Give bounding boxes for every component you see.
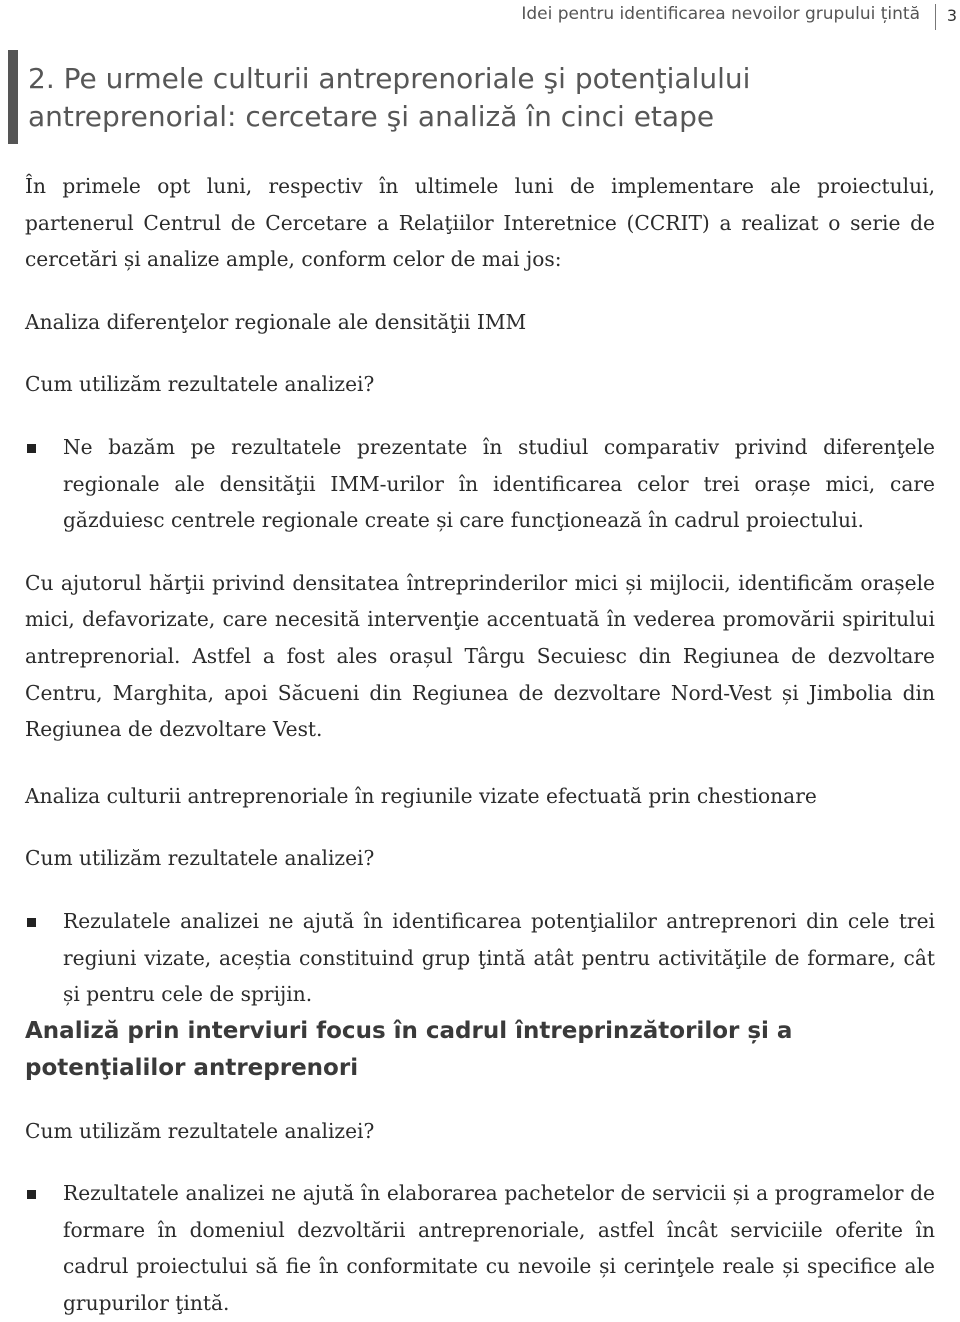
part2-bullet-text: Rezulatele analizei ne ajută în identificarea potenţialilor antreprenori din cele trei regiuni vizate, aceștia constituind grup ţintă atât pentru activităţile de formare, cât și pentru cele de sprijin. bbox=[63, 908, 935, 1007]
part1-paragraph: Cu ajutorul hărţii privind densitatea întreprinderilor mici și mijlocii, identificăm orașele mici, defavorizate, care necesită intervenţie accentuată în vederea promovării spiritului antreprenorial. Astfel a fost ales orașul Târgu Secuiesc din Regiunea de dezvoltare Centru, Marghita, apoi Săcueni din Regiunea de dezvoltare Nord-Vest și Jimbolia din Regiunea de dezvoltare Vest. bbox=[25, 570, 935, 742]
part3-title: Analiză prin interviuri focus în cadrul întreprinzătorilor și a potenţialilor antreprenori bbox=[25, 1017, 793, 1081]
list-item bbox=[25, 903, 935, 1013]
section-marker-bar bbox=[8, 50, 18, 144]
part2-title: Analiza culturii antreprenoriale în regiunile vizate efectuată prin chestionare bbox=[25, 783, 817, 808]
page-number: 3 bbox=[946, 6, 957, 25]
part3-question: Cum utilizăm rezultatele analizei? bbox=[25, 1118, 375, 1143]
list-item bbox=[25, 429, 935, 539]
part1-title: Analiza diferenţelor regionale ale densităţii IMM bbox=[25, 309, 527, 334]
part2-bullet-list bbox=[25, 903, 935, 1013]
part1-question: Cum utilizăm rezultatele analizei? bbox=[25, 372, 375, 397]
list-item bbox=[25, 1175, 935, 1321]
document-body bbox=[25, 168, 935, 1322]
part2-question: Cum utilizăm rezultatele analizei? bbox=[25, 846, 375, 871]
part1-bullet-list bbox=[25, 429, 935, 539]
section-heading: 2. Pe urmele culturii antreprenoriale şi potenţialului antreprenorial: cercetare şi analiză în cinci etape bbox=[28, 62, 751, 133]
part3-bullet-text: Rezultatele analizei ne ajută în elaborarea pachetelor de servicii și a programelor de formare în domeniul dezvoltării antreprenoriale, astfel încât serviciile oferite în cadrul proiectului să fie în conformitate cu nevoile și cerinţele reale și specifice ale grupurilor ţintă. bbox=[63, 1181, 935, 1316]
intro-paragraph: În primele opt luni, respectiv în ultimele luni de implementare ale proiectului, partenerul Centrul de Cercetare a Relaţiilor Interetnice (CCRIT) a realizat o serie de cercetări și analize ample, conform celor de mai jos: bbox=[25, 174, 935, 272]
square-bullet-icon bbox=[27, 918, 36, 927]
part1-bullet-text: Ne bazăm pe rezultatele prezentate în studiul comparativ privind diferenţele regionale ale densităţii IMM-urilor în identificarea celor trei orașe mici, care găzduiesc centrele regionale create și care funcţionează în cadrul proiectului. bbox=[63, 434, 935, 533]
square-bullet-icon bbox=[27, 444, 36, 453]
running-header bbox=[0, 2, 960, 30]
square-bullet-icon bbox=[27, 1190, 36, 1199]
header-divider bbox=[935, 4, 936, 30]
running-title: Idei pentru identificarea nevoilor grupului țintă bbox=[521, 4, 920, 24]
part3-bullet-list bbox=[25, 1175, 935, 1321]
